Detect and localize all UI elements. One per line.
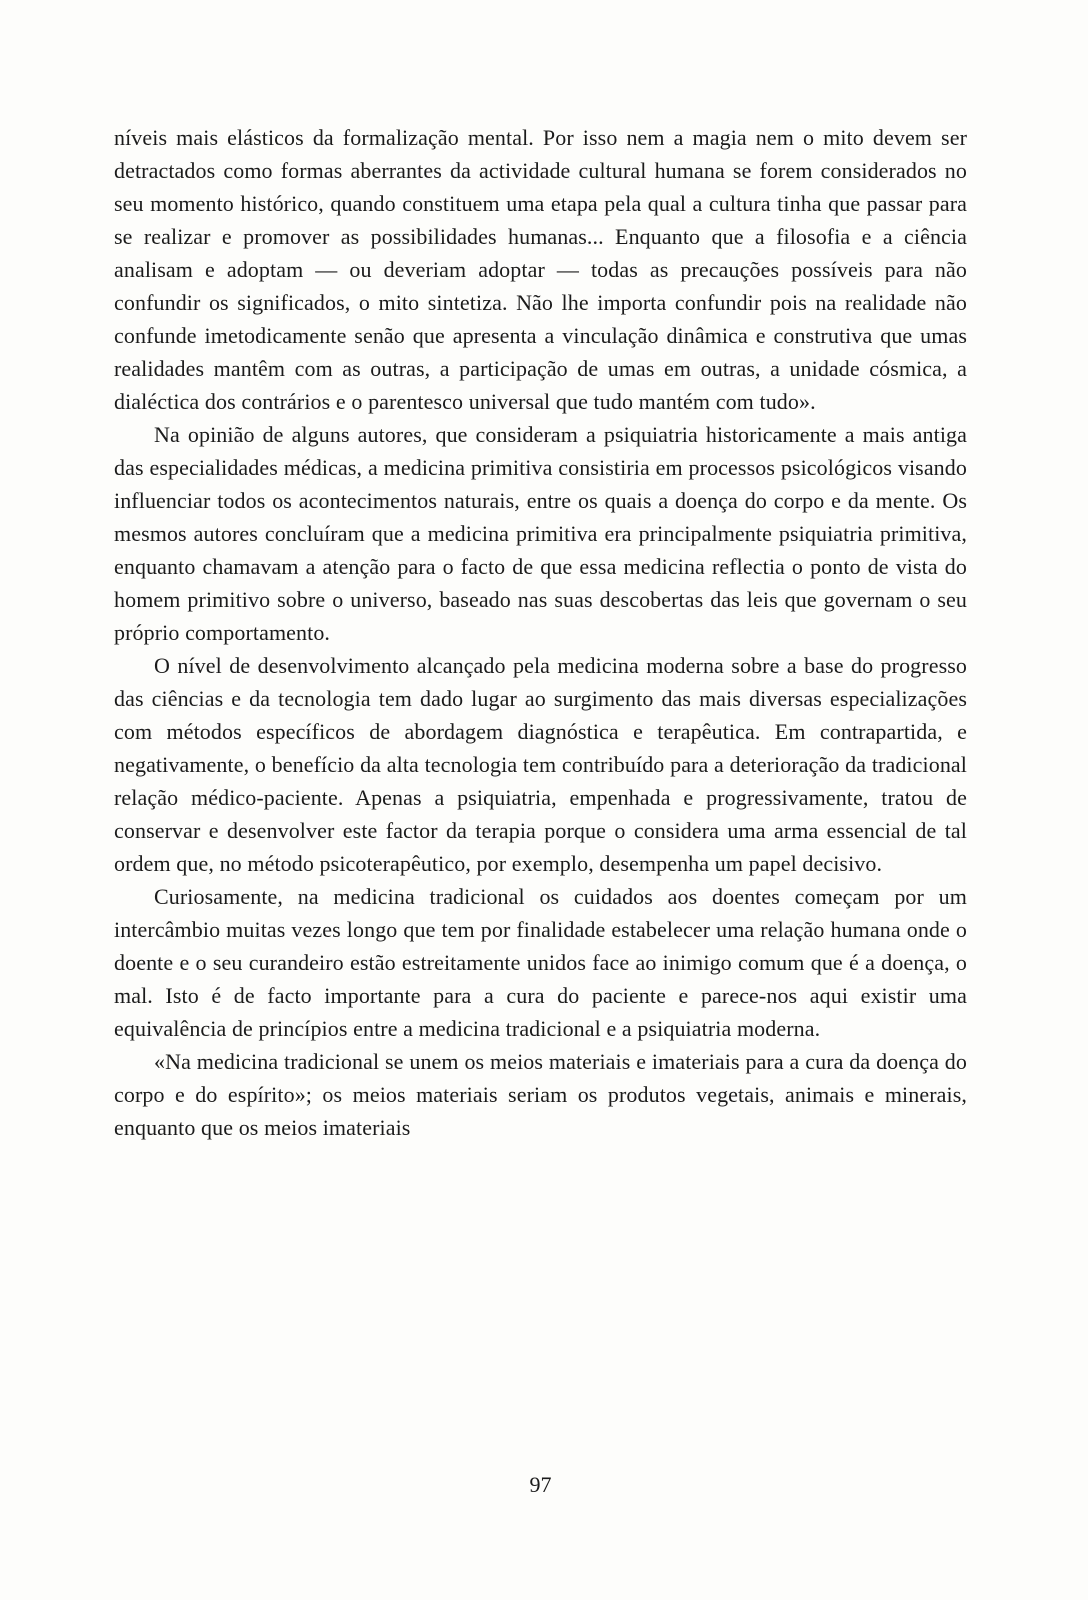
paragraph-4: Curiosamente, na medicina tradicional os cuidados aos doentes começam por um intercâmbio muitas vezes longo que tem por finalidade estabelecer uma relação humana onde o doente e o seu curandeiro estão estreitamente unidos face ao inimigo comum que é a doença, o mal. Isto é de facto importante para a cura do paciente e parece-nos aqui existir uma equivalência de princípios entre a medicina tradicional e a psiquiatria moderna. (114, 884, 967, 1041)
body-text (114, 121, 967, 1144)
paragraph-1: níveis mais elásticos da formalização mental. Por isso nem a magia nem o mito devem ser detractados como formas aberrantes da actividade cultural humana se forem considerados no seu momento histórico, quando constituem uma etapa pela qual a cultura tinha que passar para se realizar e promover as possibilidades humanas... Enquanto que a filosofia e a ciência analisam e adoptam — ou deveriam adoptar — todas as precauções possíveis para não confundir os significados, o mito sintetiza. Não lhe importa confundir pois na realidade não confunde imetodicamente senão que apresenta a vinculação dinâmica e construtiva que umas realidades mantêm com as outras, a participação de umas em outras, a unidade cósmica, a dialéctica dos contrários e o parentesco universal que tudo mantém com tudo». (114, 125, 967, 414)
page-number: 97 (529, 1472, 552, 1497)
paragraph-5: «Na medicina tradicional se unem os meios materiais e imateriais para a cura da doença do corpo e do espírito»; os meios materiais seriam os produtos vegetais, animais e minerais, enquanto que os meios imateriais (114, 1049, 967, 1140)
paragraph-2: Na opinião de alguns autores, que consideram a psiquiatria historicamente a mais antiga das especialidades médicas, a medicina primitiva consistiria em processos psicológicos visando influenciar todos os acontecimentos naturais, entre os quais a doença do corpo e da mente. Os mesmos autores concluíram que a medicina primitiva era principalmente psiquiatria primitiva, enquanto chamavam a atenção para o facto de que essa medicina reflectia o ponto de vista do homem primitivo sobre o universo, baseado nas suas descobertas das leis que governam o seu próprio comportamento. (114, 422, 967, 645)
paragraph-3: O nível de desenvolvimento alcançado pela medicina moderna sobre a base do progresso das ciências e da tecnologia tem dado lugar ao surgimento das mais diversas especializações com métodos específicos de abordagem diagnóstica e terapêutica. Em contrapartida, e negativamente, o benefício da alta tecnologia tem contribuído para a deterioração da tradicional relação médico-paciente. Apenas a psiquiatria, empenhada e progressivamente, tratou de conservar e desenvolver este factor da terapia porque o considera uma arma essencial de tal ordem que, no método psicoterapêutico, por exemplo, desempenha um papel decisivo. (114, 653, 967, 876)
